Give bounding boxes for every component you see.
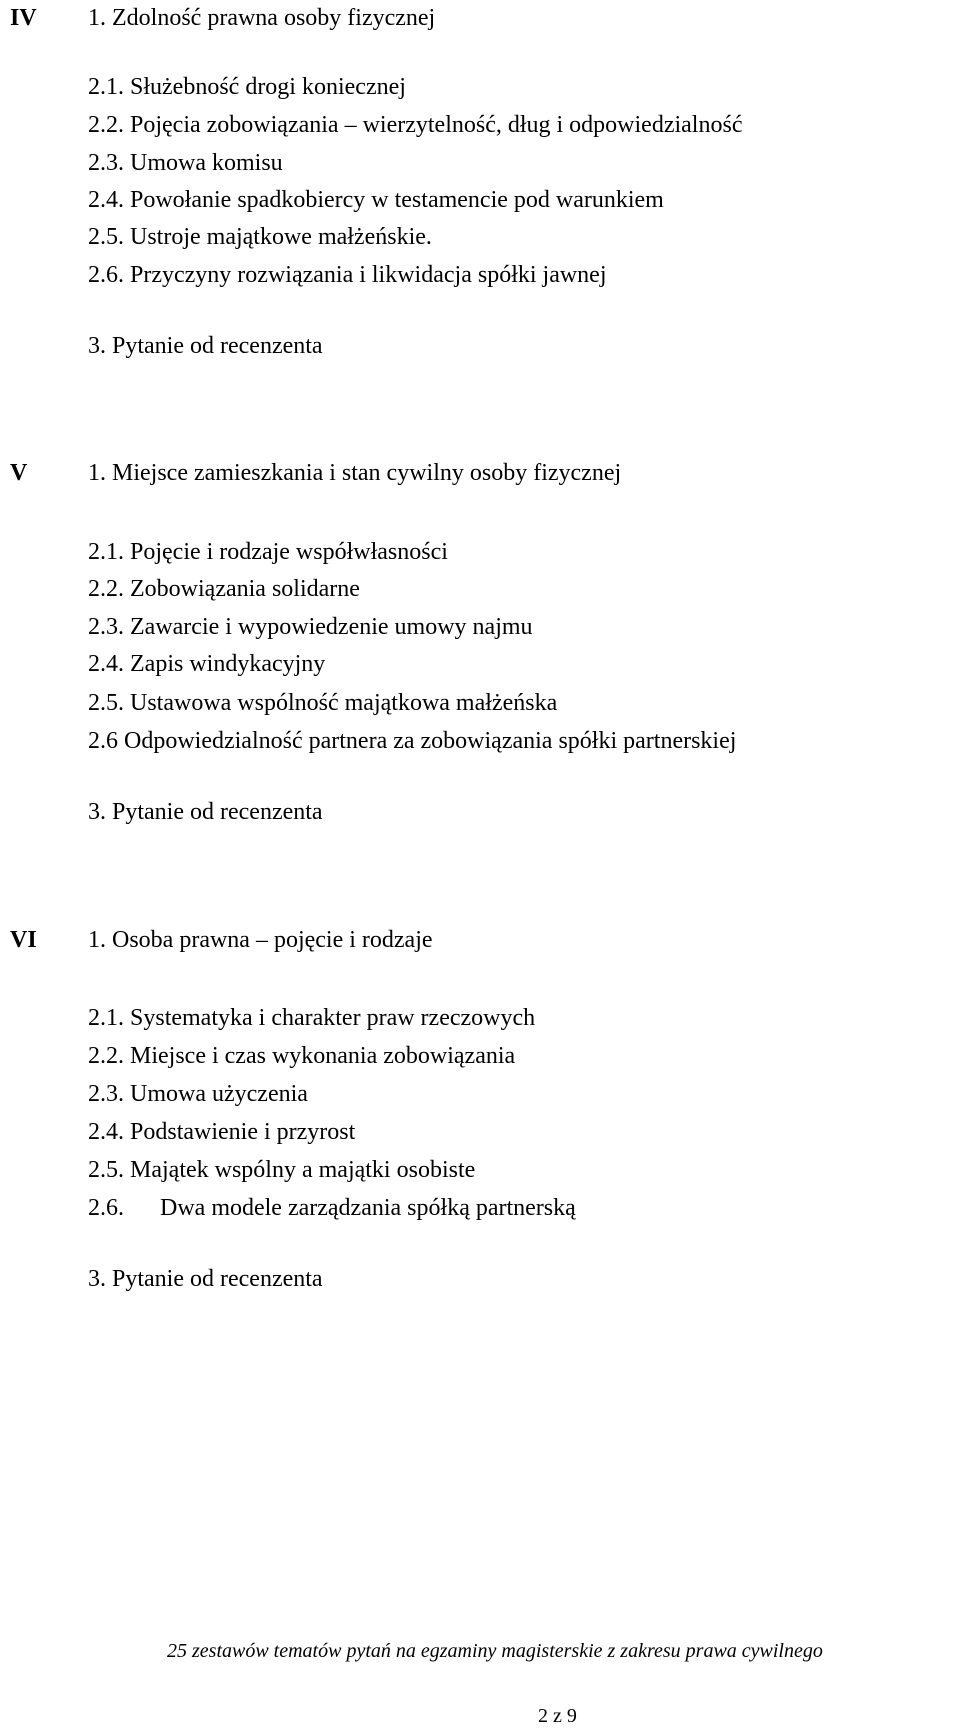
subtopic-item-last <box>88 1194 576 1222</box>
subtopic-item: 2.2. Zobowiązania solidarne <box>88 576 360 602</box>
subtopic-number: 2.6. <box>88 1195 124 1221</box>
subtopic-item: 2.1. Systematyka i charakter praw rzeczowych <box>88 1005 536 1031</box>
subtopic-item: 2.4. Podstawienie i przyrost <box>88 1119 356 1145</box>
section-topic: 1. Zdolność prawna osoby fizycznej <box>88 5 436 31</box>
section-topic: 1. Osoba prawna – pojęcie i rodzaje <box>88 927 433 953</box>
section-number: IV <box>10 5 37 31</box>
subtopic-item: 2.3. Umowa komisu <box>88 150 283 176</box>
subtopic-item: 2.6. Przyczyny rozwiązania i likwidacja spółki jawnej <box>88 262 607 288</box>
subtopic-item: 2.4. Zapis windykacyjny <box>88 651 326 677</box>
section-number: V <box>10 460 28 486</box>
subtopic-item: 2.4. Powołanie spadkobiercy w testamencie pod warunkiem <box>88 187 664 213</box>
reviewer-question: 3. Pytanie od recenzenta <box>88 799 323 825</box>
subtopic-item: 2.1. Pojęcie i rodzaje współwłasności <box>88 539 448 565</box>
reviewer-question: 3. Pytanie od recenzenta <box>88 333 323 359</box>
subtopic-item: 2.5. Ustawowa wspólność majątkowa małżeńska <box>88 690 558 716</box>
subtopic-item: 2.3. Umowa użyczenia <box>88 1081 308 1107</box>
section-topic: 1. Miejsce zamieszkania i stan cywilny osoby fizycznej <box>88 460 622 486</box>
subtopic-item: 2.5. Majątek wspólny a majątki osobiste <box>88 1157 476 1183</box>
subtopic-text: Dwa modele zarządzania spółką partnerską <box>160 1195 576 1221</box>
subtopic-item: 2.5. Ustroje majątkowe małżeńskie. <box>88 224 432 250</box>
subtopic-item: 2.1. Służebność drogi koniecznej <box>88 74 406 100</box>
subtopic-item: 2.6 Odpowiedzialność partnera za zobowiązania spółki partnerskiej <box>88 728 737 754</box>
subtopic-item: 2.2. Pojęcia zobowiązania – wierzytelność, dług i odpowiedzialność <box>88 112 743 138</box>
section-number: VI <box>10 927 37 953</box>
footer-title: 25 zestawów tematów pytań na egzaminy magisterskie z zakresu prawa cywilnego <box>167 1640 823 1662</box>
subtopic-item: 2.2. Miejsce i czas wykonania zobowiązania <box>88 1043 516 1069</box>
page-number: 2 z 9 <box>538 1705 577 1727</box>
reviewer-question: 3. Pytanie od recenzenta <box>88 1266 323 1292</box>
subtopic-item: 2.3. Zawarcie i wypowiedzenie umowy najmu <box>88 614 533 640</box>
